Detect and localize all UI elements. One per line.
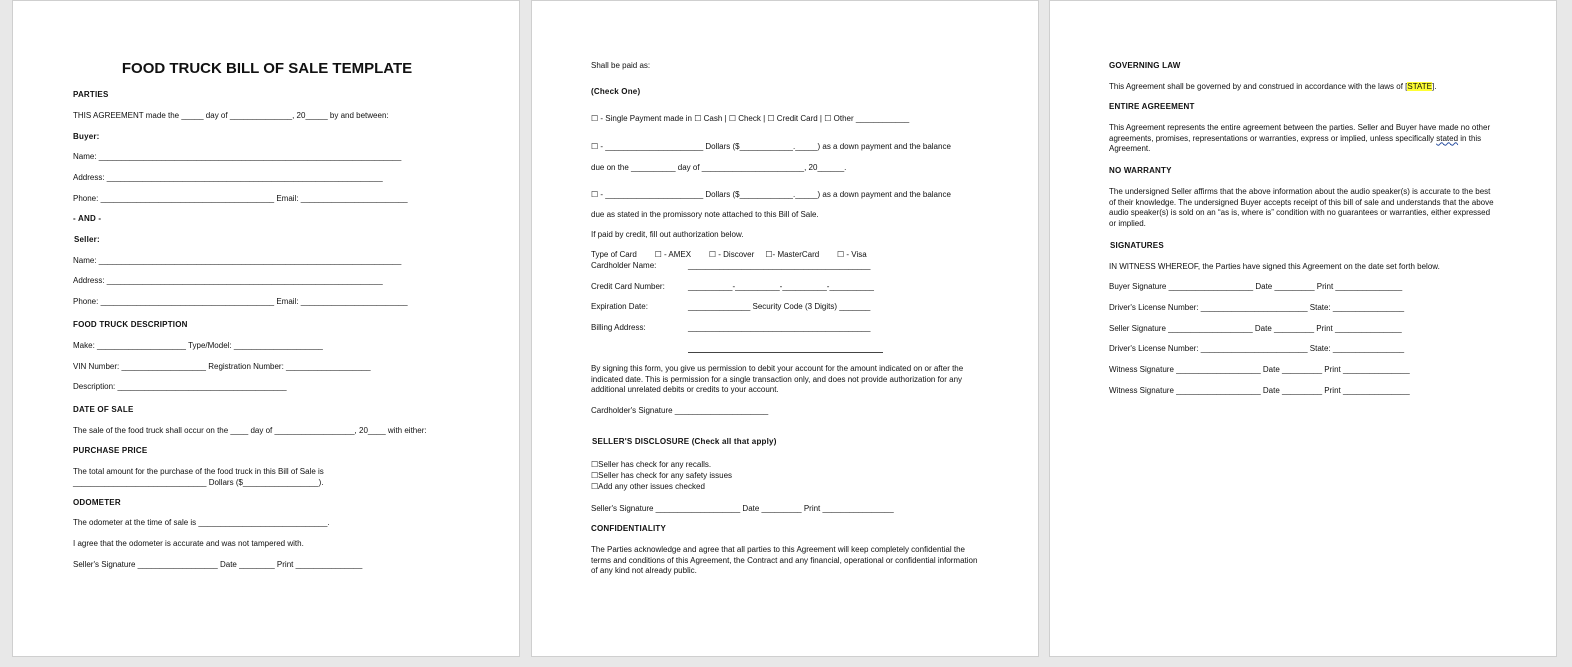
page-3 — [1049, 0, 1557, 657]
state-placeholder: STATE — [1407, 82, 1432, 91]
expiration-label: Expiration Date: — [591, 302, 648, 311]
seller-signature-line: Seller's Signature __________________ Date ________ Print _______________ — [73, 560, 363, 569]
signatures-heading: SIGNATURES — [1110, 241, 1164, 250]
governing-law-text — [1109, 82, 1436, 92]
confidentiality-heading: CONFIDENTIALITY — [591, 524, 666, 533]
seller-signature-line: Seller Signature ___________________ Date _________ Print _______________ — [1109, 324, 1402, 333]
paid-as: Shall be paid as: — [591, 61, 651, 70]
entire-agreement-heading: ENTIRE AGREEMENT — [1109, 102, 1195, 111]
witness-signature-line: Witness Signature ___________________ Date _________ Print _______________ — [1109, 365, 1410, 374]
disclosure-item[interactable]: ☐Add any other issues checked — [591, 482, 705, 491]
description-field: Description: ______________________________________ — [73, 382, 287, 391]
seller-license-line: Driver's License Number: ________________________ State: ________________ — [1109, 344, 1405, 353]
due-stated-line: due as stated in the promissory note attached to this Bill of Sale. — [591, 210, 819, 219]
description-heading: FOOD TRUCK DESCRIPTION — [73, 320, 188, 329]
buyer-license-line: Driver's License Number: ________________________ State: ________________ — [1109, 303, 1405, 312]
page-1 — [12, 0, 520, 657]
witness-signature-line: Witness Signature ___________________ Date _________ Print _______________ — [1109, 386, 1410, 395]
billing-address-label: Billing Address: — [591, 323, 646, 332]
disclosure-item[interactable]: ☐Seller has check for any safety issues — [591, 471, 733, 480]
odometer-field: The odometer at the time of sale is _____________________________. — [73, 518, 330, 527]
purchase-price-amount: ______________________________ Dollars ($_________________). — [73, 478, 324, 487]
disclosure-heading: SELLER'S DISCLOSURE (Check all that apply) — [592, 437, 777, 446]
page-2 — [531, 0, 1039, 657]
seller-phone-email-field: Phone: _______________________________________ Email: ________________________ — [73, 297, 408, 306]
governing-law-heading: GOVERNING LAW — [1109, 61, 1181, 70]
vin-registration-field: VIN Number: ___________________ Registration Number: ___________________ — [73, 362, 371, 371]
single-payment-option[interactable]: ☐ - Single Payment made in ☐ Cash | ☐ Check | ☐ Credit Card | ☐ Other ____________ — [591, 114, 910, 123]
governing-text: This Agreement shall be governed by and construed in accordance with the laws of [ — [1109, 82, 1408, 91]
seller-signature-line: Seller's Signature ___________________ Date _________ Print ________________ — [591, 504, 894, 513]
buyer-phone-email-field: Phone: _______________________________________ Email: ________________________ — [73, 194, 408, 203]
cardholder-name-label: Cardholder Name: — [591, 261, 657, 270]
permission-paragraph: By signing this form, you give us permission to debit your account for the amount indicated on or after the indicated date. This is permission for a single transaction only, and does not provide authorization for any additional unrelated debits or credits to your account. — [591, 364, 964, 394]
document-title: FOOD TRUCK BILL OF SALE TEMPLATE — [121, 60, 413, 77]
buyer-address-field: Address: ______________________________________________________________ — [73, 173, 383, 182]
agreement-line: THIS AGREEMENT made the _____ day of ______________, 20_____ by and between: — [73, 111, 389, 120]
seller-name-field: Name: ____________________________________________________________________ — [73, 256, 402, 265]
check-one: (Check One) — [591, 87, 641, 96]
disclosure-item[interactable]: ☐Seller has check for any recalls. — [591, 460, 712, 469]
buyer-label: Buyer: — [73, 132, 100, 141]
make-model-field: Make: ____________________ Type/Model: ____________________ — [73, 341, 323, 350]
entire-text: This Agreement represents the entire agreement between the parties. Seller and Buyer have made no other agreements, promises, representations or warranties, express or implied, unless specifically — [1109, 123, 1491, 143]
due-on-line: due on the __________ day of _______________________, 20______. — [591, 163, 847, 172]
card-number-label: Credit Card Number: — [591, 282, 665, 291]
governing-end: ]. — [1432, 82, 1437, 91]
and-separator: - AND - — [73, 214, 102, 223]
card-number-field: __________-__________-__________-__________ — [688, 282, 874, 291]
seller-address-field: Address: ______________________________________________________________ — [73, 276, 383, 285]
no-warranty-paragraph: The undersigned Seller affirms that the above information about the audio speaker(s) is accurate to the best of their knowledge. The undersigned Buyer accepts receipt of this bill of sale and understands that the above audio speaker(s) is sold on an “as is, where is” condition with no guarantees or warranties, either expressed or implied. — [1109, 187, 1494, 228]
credit-note: If paid by credit, fill out authorization below. — [591, 230, 744, 239]
no-warranty-heading: NO WARRANTY — [1109, 166, 1172, 175]
purchase-price-heading: PURCHASE PRICE — [73, 446, 148, 455]
down-payment-option-1[interactable]: ☐ - ______________________ Dollars ($____________._____) as a down payment and the balance — [591, 142, 951, 151]
buyer-signature-line: Buyer Signature ___________________ Date _________ Print _______________ — [1109, 282, 1403, 291]
expiration-security-field: ______________ Security Code (3 Digits) _______ — [688, 302, 871, 311]
cardholder-name-field: _________________________________________ — [688, 261, 871, 270]
billing-address-field: _________________________________________ — [688, 323, 871, 332]
spellcheck-word: stated — [1436, 133, 1459, 143]
billing-address-line-2 — [688, 352, 883, 353]
date-of-sale-line: The sale of the food truck shall occur on the ____ day of __________________, 20____ with either: — [73, 426, 427, 435]
date-of-sale-heading: DATE OF SALE — [73, 405, 134, 414]
buyer-name-field: Name: ____________________________________________________________________ — [73, 152, 402, 161]
confidentiality-paragraph: The Parties acknowledge and agree that all parties to this Agreement will keep completely confidential the terms and conditions of this Agreement, the Contract and any financial, operational or confidential information of any kind not already public. — [591, 545, 978, 575]
parties-heading: PARTIES — [73, 90, 109, 99]
purchase-price-line: The total amount for the purchase of the food truck in this Bill of Sale is — [73, 467, 324, 476]
odometer-heading: ODOMETER — [73, 498, 121, 507]
down-payment-option-2[interactable]: ☐ - ______________________ Dollars ($____________._____) as a down payment and the balance — [591, 190, 951, 199]
witness-whereof: IN WITNESS WHEREOF, the Parties have signed this Agreement on the date set forth below. — [1109, 262, 1440, 271]
seller-label: Seller: — [74, 235, 100, 244]
entire-end: in this Agreement. — [1109, 133, 1482, 153]
card-type-options[interactable]: Type of Card ☐ - AMEX ☐ - Discover ☐- MasterCard ☐ - Visa — [591, 250, 867, 259]
cardholder-signature-line: Cardholder's Signature _____________________ — [591, 406, 769, 415]
odometer-agreement: I agree that the odometer is accurate and was not tampered with. — [73, 539, 304, 548]
entire-agreement-paragraph — [1109, 123, 1497, 155]
